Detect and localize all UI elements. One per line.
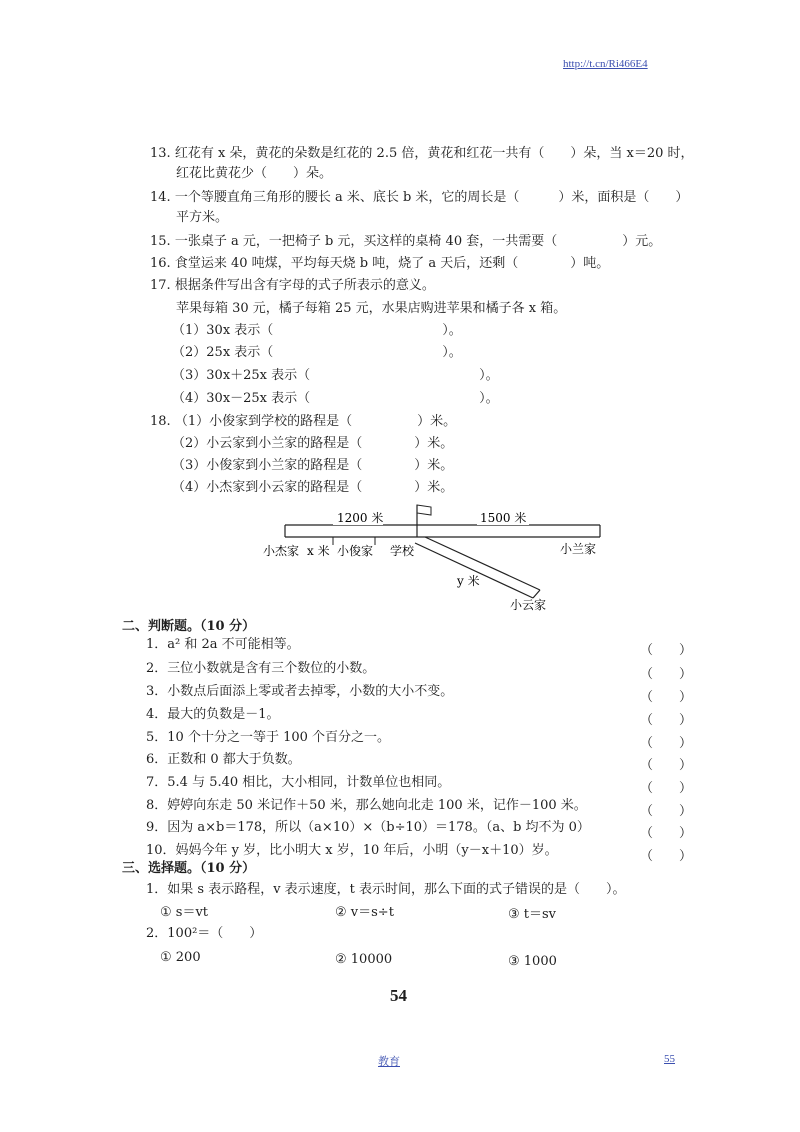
question-14 bbox=[150, 190, 688, 206]
section-choice-title: 三、选择题。（10 分） bbox=[122, 861, 256, 876]
branch-road-top bbox=[425, 537, 540, 590]
answer-paren[interactable]: （ ） bbox=[640, 758, 693, 773]
answer-paren[interactable]: （ ） bbox=[640, 736, 693, 751]
footer-center-link[interactable]: 教育 bbox=[378, 1056, 400, 1068]
question-17-item-4: （4）30x－25x 表示（ ）。 bbox=[172, 391, 499, 406]
question-number: 16. bbox=[150, 256, 171, 271]
answer-paren[interactable]: （ ） bbox=[640, 643, 693, 658]
question-number: 18. bbox=[150, 414, 171, 429]
judge-item: 9．因为 a×b＝178，所以（a×10）×（b÷10）＝178。（a、b 均不为 0） bbox=[146, 820, 590, 835]
branch-road-bottom bbox=[415, 543, 533, 598]
question-13-continuation: 红花比黄花少（ ）朵。 bbox=[176, 166, 333, 181]
judge-item: 6．正数和 0 都大于负数。 bbox=[146, 752, 301, 767]
judge-item: 8．婷婷向东走 50 米记作＋50 米，那么她向北走 100 米，记作－100 米。 bbox=[146, 798, 587, 813]
flag-icon bbox=[417, 505, 431, 515]
question-text: 根据条件写出含有字母的式子所表示的意义。 bbox=[174, 278, 435, 293]
section-judge-title: 二、判断题。（10 分） bbox=[122, 619, 256, 634]
question-17-item-1: （1）30x 表示（ ）。 bbox=[172, 323, 462, 338]
y-meter-label: y 米 bbox=[457, 574, 480, 588]
choice-2-option-3: ③ 1000 bbox=[508, 954, 557, 969]
source-link[interactable]: http://t.cn/Ri466E4 bbox=[563, 58, 648, 70]
choice-2-option-1: ① 200 bbox=[160, 950, 201, 965]
question-number: 17. bbox=[150, 278, 171, 293]
xiaojun-home-label: 小俊家 bbox=[337, 544, 374, 558]
question-number: 14. bbox=[150, 190, 171, 205]
question-17-condition: 苹果每箱 30 元，橘子每箱 25 元，水果店购进苹果和橘子各 x 箱。 bbox=[176, 301, 567, 316]
choice-1-option-3: ③ t＝sv bbox=[508, 907, 557, 922]
judge-item: 7．5.4 与 5.40 相比，大小相同，计数单位也相同。 bbox=[146, 775, 451, 790]
question-14-continuation: 平方米。 bbox=[176, 210, 229, 225]
question-18-item-4: （4）小杰家到小云家的路程是（ ）米。 bbox=[172, 480, 454, 495]
choice-2-option-2: ② 10000 bbox=[335, 952, 393, 967]
question-number: 13. bbox=[150, 146, 171, 161]
xiaolan-home-label: 小兰家 bbox=[560, 542, 597, 556]
question-text: 一个等腰直角三角形的腰长 a 米、底长 b 米，它的周长是（ ）米，面积是（ ） bbox=[174, 190, 689, 205]
answer-paren[interactable]: （ ） bbox=[640, 690, 693, 705]
distance-1500-label: 1500 米 bbox=[480, 511, 527, 525]
choice-1-option-1: ① s＝vt bbox=[160, 905, 209, 920]
question-15 bbox=[150, 234, 661, 250]
xiaojie-home-label: 小杰家 bbox=[263, 544, 300, 558]
question-17-item-2: （2）25x 表示（ ）。 bbox=[172, 345, 462, 360]
choice-1-option-2: ② v＝s÷t bbox=[335, 905, 394, 920]
xiaoyun-home-label: 小云家 bbox=[510, 598, 547, 612]
question-13 bbox=[150, 146, 694, 162]
footer-page-link[interactable]: 55 bbox=[664, 1053, 675, 1065]
question-text: 红花有 x 朵，黄花的朵数是红花的 2.5 倍，黄花和红花一共有（ ）朵，当 x＝20 时， bbox=[174, 146, 694, 161]
answer-paren[interactable]: （ ） bbox=[640, 849, 693, 864]
question-18-item-1: （1）小俊家到学校的路程是（ ）米。 bbox=[174, 414, 457, 429]
distance-1200-label: 1200 米 bbox=[337, 511, 384, 525]
choice-question-2: 2．100²＝（ ） bbox=[146, 926, 263, 941]
question-17-item-3: （3）30x＋25x 表示（ ）。 bbox=[172, 368, 499, 383]
judge-item: 2．三位小数就是含有三个数位的小数。 bbox=[146, 661, 376, 676]
judge-item: 10．妈妈今年 y 岁，比小明大 x 岁，10 年后，小明（y－x＋10）岁。 bbox=[146, 843, 558, 858]
question-number: 15. bbox=[150, 234, 171, 249]
question-18-item-3: （3）小俊家到小兰家的路程是（ ）米。 bbox=[172, 458, 454, 473]
question-18-item-2: （2）小云家到小兰家的路程是（ ）米。 bbox=[172, 436, 454, 451]
question-16 bbox=[150, 256, 609, 272]
answer-paren[interactable]: （ ） bbox=[640, 781, 693, 796]
x-meter-label: x 米 bbox=[307, 544, 330, 558]
school-label: 学校 bbox=[390, 544, 415, 558]
answer-paren[interactable]: （ ） bbox=[640, 826, 693, 841]
judge-item: 1．a² 和 2a 不可能相等。 bbox=[146, 637, 300, 652]
judge-item: 4．最大的负数是－1。 bbox=[146, 707, 280, 722]
judge-item: 5．10 个十分之一等于 100 个百分之一。 bbox=[146, 730, 391, 745]
choice-question-1: 1．如果 s 表示路程，v 表示速度，t 表示时间，那么下面的式子错误的是（ ）。 bbox=[146, 882, 626, 897]
page-number: 54 bbox=[390, 986, 407, 1005]
answer-paren[interactable]: （ ） bbox=[640, 713, 693, 728]
question-17 bbox=[150, 278, 435, 294]
answer-paren[interactable]: （ ） bbox=[640, 667, 693, 682]
judge-item: 3．小数点后面添上零或者去掉零，小数的大小不变。 bbox=[146, 684, 454, 699]
question-text: 一张桌子 a 元，一把椅子 b 元，买这样的桌椅 40 套，一共需要（ ）元。 bbox=[174, 234, 662, 249]
route-diagram bbox=[255, 495, 615, 615]
answer-paren[interactable]: （ ） bbox=[640, 804, 693, 819]
branch-road-end bbox=[533, 590, 540, 598]
question-text: 食堂运来 40 吨煤，平均每天烧 b 吨，烧了 a 天后，还剩（ ）吨。 bbox=[174, 256, 610, 271]
question-18 bbox=[150, 414, 456, 430]
